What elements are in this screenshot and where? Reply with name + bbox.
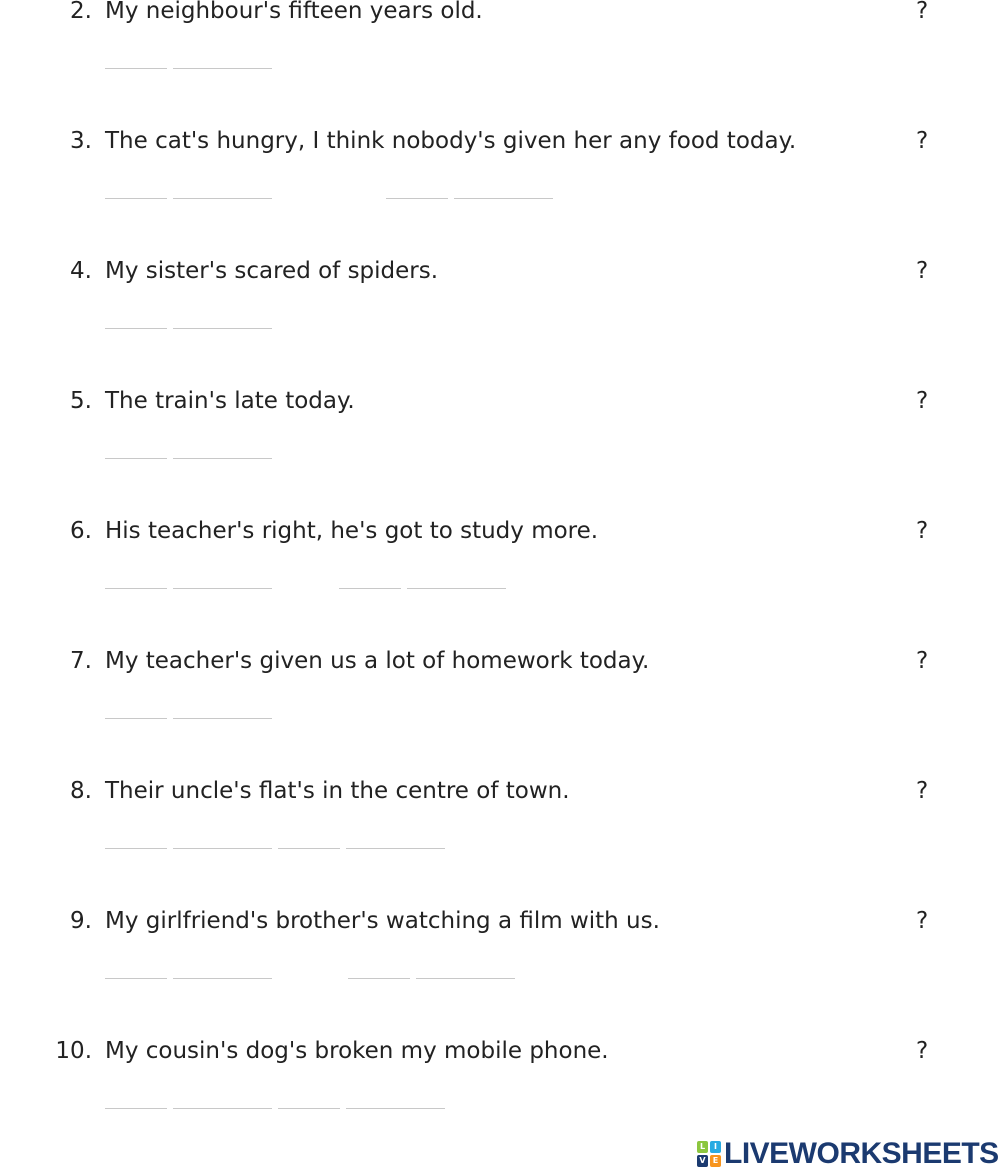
question-item bbox=[0, 386, 1000, 506]
answer-blank-input[interactable] bbox=[105, 1082, 167, 1109]
question-text: My girlfriend's brother's watching a film with us. bbox=[105, 908, 660, 934]
question-number: 6. bbox=[70, 518, 92, 544]
question-text: My teacher's given us a lot of homework today. bbox=[105, 648, 650, 674]
question-mark: ? bbox=[916, 258, 929, 284]
question-mark: ? bbox=[916, 518, 929, 544]
answer-blank-input[interactable] bbox=[416, 952, 515, 979]
question-number: 10. bbox=[55, 1038, 92, 1064]
answer-blank-input[interactable] bbox=[454, 172, 553, 199]
answer-blank-input[interactable] bbox=[173, 302, 272, 329]
question-item bbox=[0, 646, 1000, 766]
answer-blank-input[interactable] bbox=[407, 562, 506, 589]
question-text: My neighbour's fifteen years old. bbox=[105, 0, 483, 24]
question-item bbox=[0, 256, 1000, 376]
question-text: The train's late today. bbox=[105, 388, 355, 414]
question-mark: ? bbox=[916, 908, 929, 934]
answer-blank-input[interactable] bbox=[348, 952, 410, 979]
question-text: His teacher's right, he's got to study more. bbox=[105, 518, 599, 544]
question-number: 3. bbox=[70, 128, 92, 154]
answer-blank-input[interactable] bbox=[173, 822, 272, 849]
answer-blank-input[interactable] bbox=[105, 432, 167, 459]
question-number: 2. bbox=[70, 0, 92, 24]
question-text: My sister's scared of spiders. bbox=[105, 258, 439, 284]
question-mark: ? bbox=[916, 388, 929, 414]
question-number: 8. bbox=[70, 778, 92, 804]
answer-blank-input[interactable] bbox=[173, 952, 272, 979]
question-item bbox=[0, 0, 1000, 116]
liveworksheets-logo bbox=[697, 1139, 999, 1169]
logo-icon-tile: I bbox=[710, 1141, 721, 1153]
logo-text: LIVEWORKSHEETS bbox=[724, 1137, 999, 1170]
question-item bbox=[0, 906, 1000, 1026]
question-text: The cat's hungry, I think nobody's given her any food today. bbox=[105, 128, 797, 154]
question-mark: ? bbox=[916, 128, 929, 154]
logo-icon-tile: E bbox=[710, 1155, 721, 1167]
answer-blank-input[interactable] bbox=[339, 562, 401, 589]
answer-blank-input[interactable] bbox=[173, 562, 272, 589]
question-item bbox=[0, 516, 1000, 636]
answer-blank-input[interactable] bbox=[386, 172, 448, 199]
answer-blank-input[interactable] bbox=[173, 42, 272, 69]
question-mark: ? bbox=[916, 1038, 929, 1064]
answer-blank-input[interactable] bbox=[173, 1082, 272, 1109]
answer-blank-input[interactable] bbox=[105, 692, 167, 719]
answer-blank-input[interactable] bbox=[105, 562, 167, 589]
question-text: My cousin's dog's broken my mobile phone. bbox=[105, 1038, 609, 1064]
answer-blank-input[interactable] bbox=[173, 692, 272, 719]
answer-blank-input[interactable] bbox=[105, 952, 167, 979]
question-number: 5. bbox=[70, 388, 92, 414]
question-text: Their uncle's flat's in the centre of town. bbox=[105, 778, 570, 804]
answer-blank-input[interactable] bbox=[346, 1082, 445, 1109]
answer-blank-input[interactable] bbox=[278, 822, 340, 849]
question-number: 9. bbox=[70, 908, 92, 934]
answer-blank-input[interactable] bbox=[278, 1082, 340, 1109]
question-number: 7. bbox=[70, 648, 92, 674]
liveworksheets-logo-icon bbox=[697, 1141, 721, 1167]
answer-blank-input[interactable] bbox=[173, 172, 272, 199]
question-item bbox=[0, 776, 1000, 896]
answer-blank-input[interactable] bbox=[105, 42, 167, 69]
answer-blank-input[interactable] bbox=[105, 302, 167, 329]
question-mark: ? bbox=[916, 0, 929, 24]
answer-blank-input[interactable] bbox=[173, 432, 272, 459]
question-item bbox=[0, 126, 1000, 246]
question-number: 4. bbox=[70, 258, 92, 284]
question-mark: ? bbox=[916, 648, 929, 674]
logo-icon-tile: V bbox=[697, 1155, 708, 1167]
answer-blank-input[interactable] bbox=[105, 822, 167, 849]
answer-blank-input[interactable] bbox=[105, 172, 167, 199]
answer-blank-input[interactable] bbox=[346, 822, 445, 849]
logo-icon-tile: L bbox=[697, 1141, 708, 1153]
question-mark: ? bbox=[916, 778, 929, 804]
